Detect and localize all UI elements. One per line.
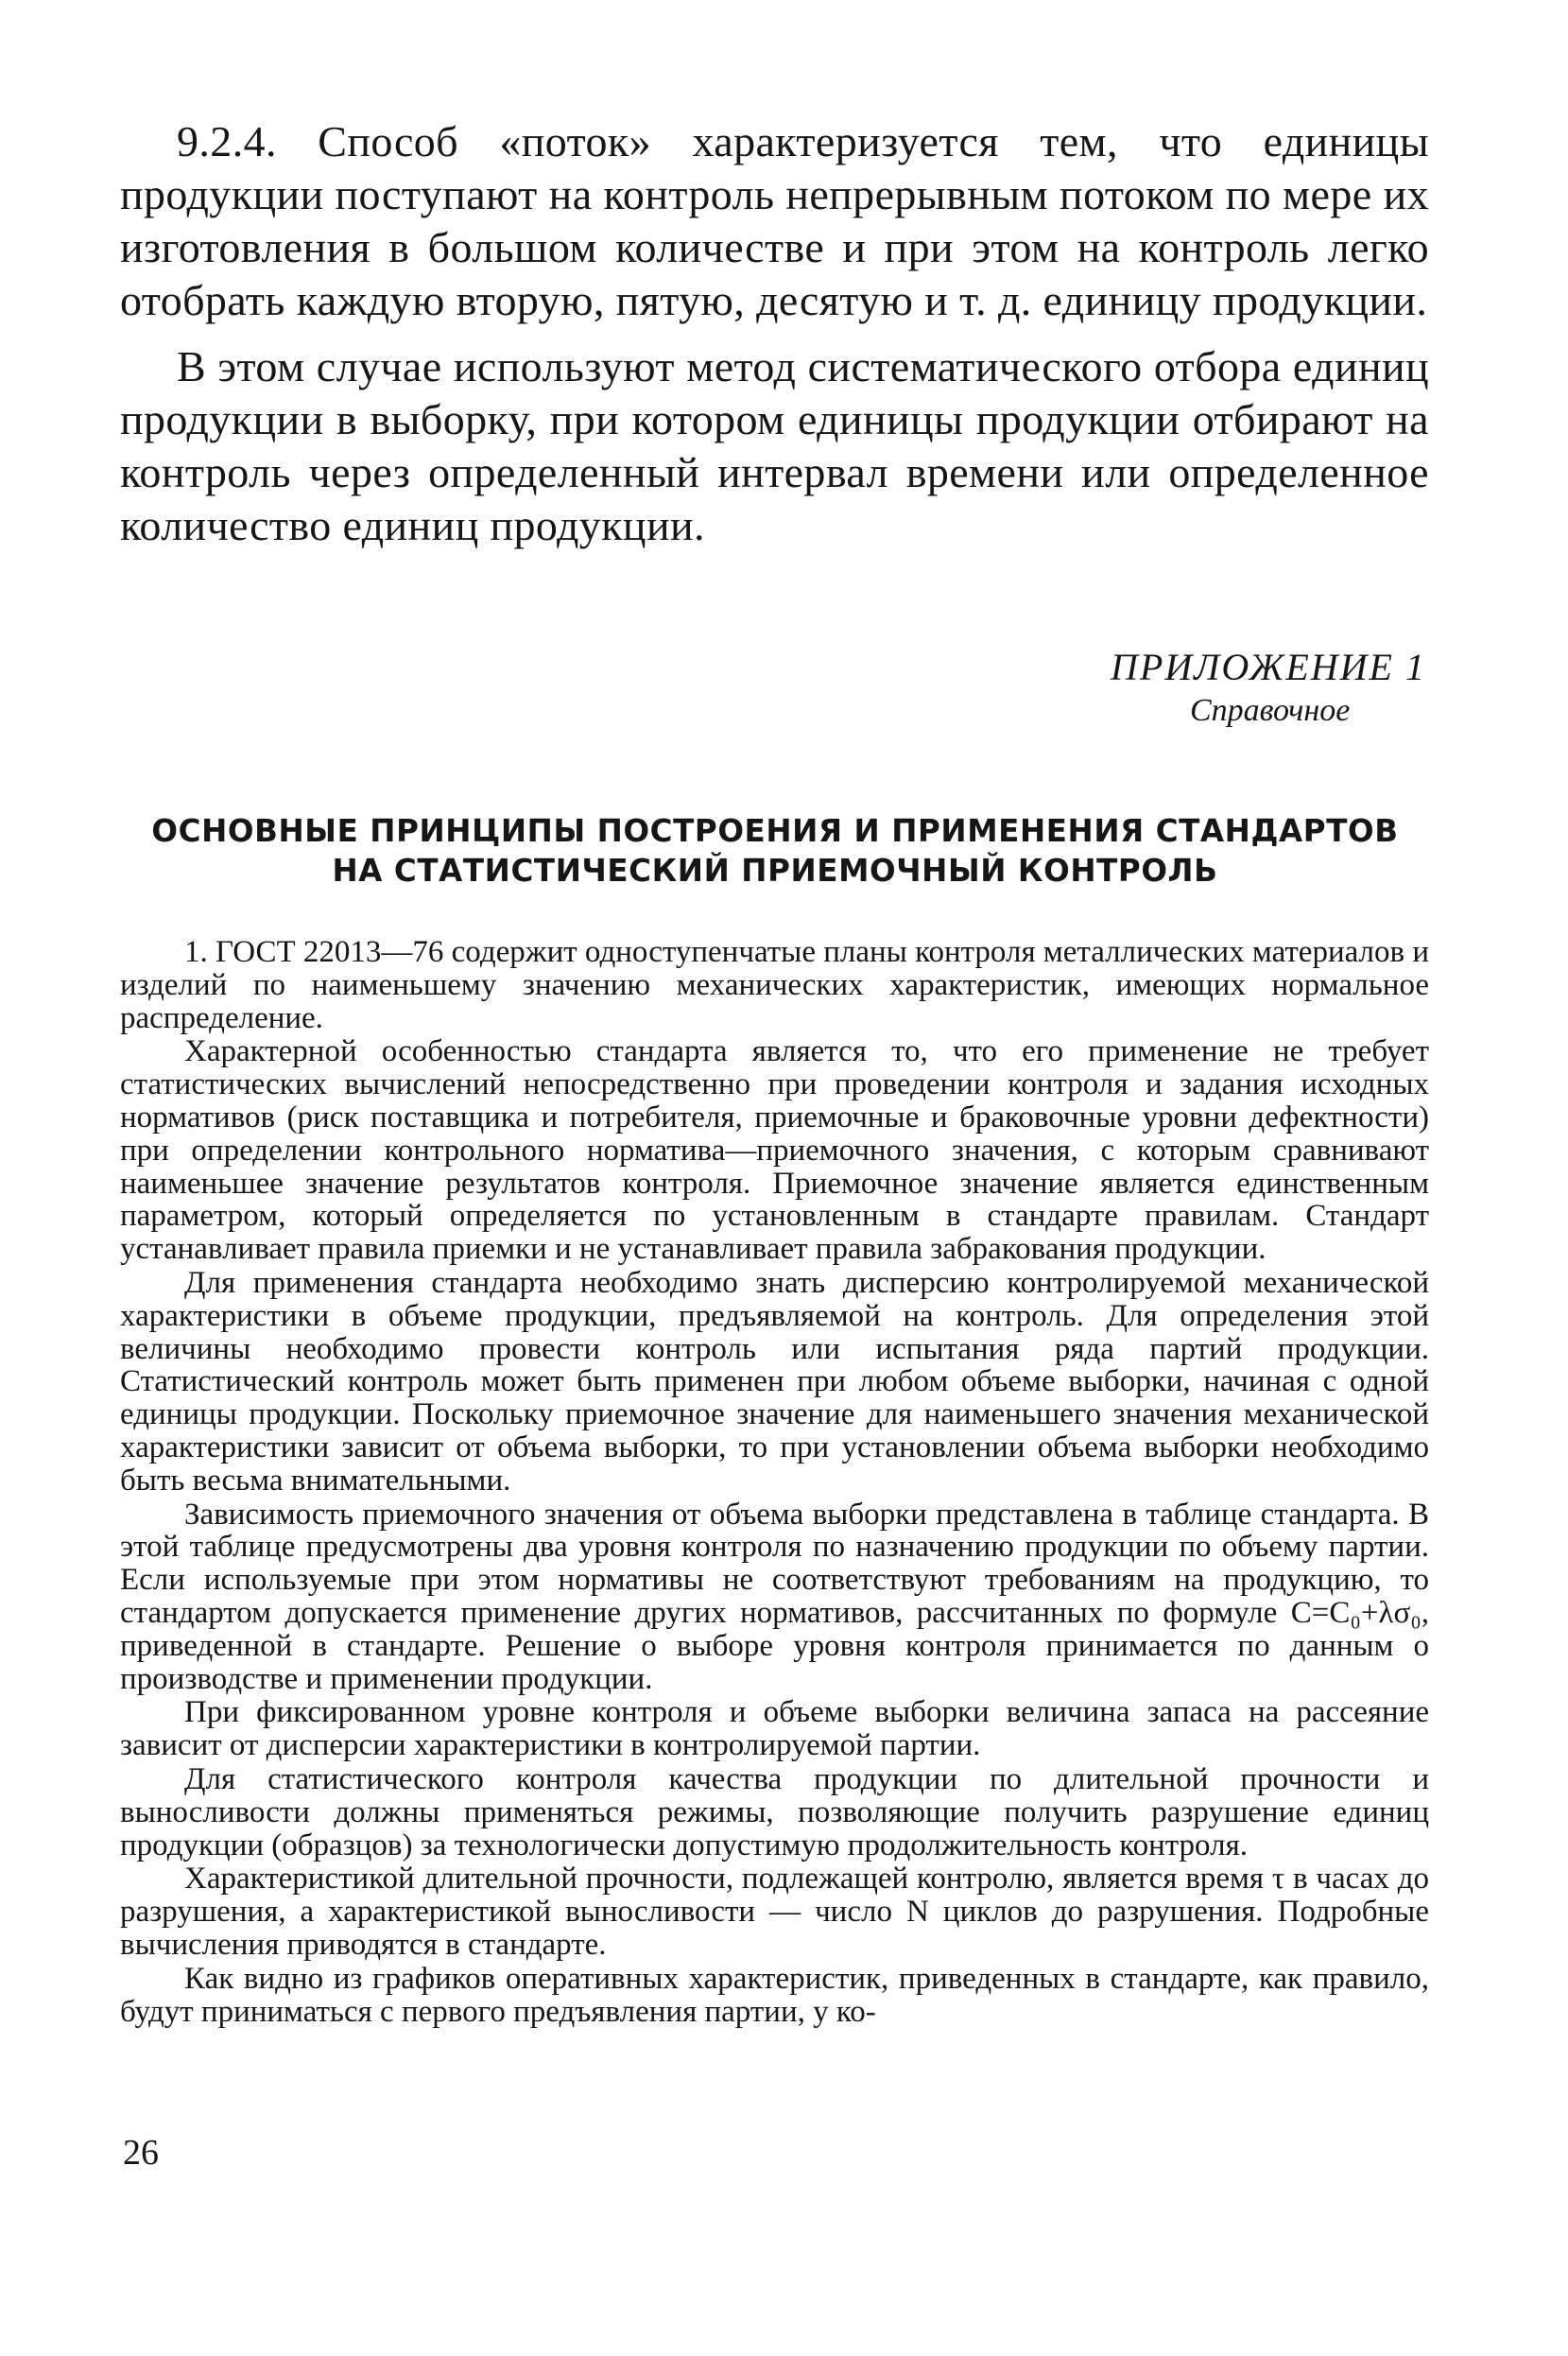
body-paragraph: 1. ГОСТ 22013—76 содержит одноступенчатые планы контроля металлических материалов и изделий по наименьшему значению механических характеристик, имеющих нормальное распределение. — [120, 935, 1430, 1035]
body-paragraph: Характеристикой длительной прочности, подлежащей контролю, является время τ в часах до разрушения, а характеристикой выносливости — число N циклов до разрушения. Подробные вычисления приводятся в стандарте. — [120, 1862, 1429, 1962]
appendix-heading: ОСНОВНЫЕ ПРИНЦИПЫ ПОСТРОЕНИЯ И ПРИМЕНЕНИЯ СТАНДАРТОВ НА СТАТИСТИЧЕСКИЙ ПРИЕМОЧНЫЙ КОНТРОЛЬ — [151, 813, 1399, 889]
body-paragraph: Зависимость приемочного значения от объема выборки представлена в таблице стандарта. В этой таблице предусмотрены два уровня контроля по назначению продукции по объему партии. Если используемые при этом нормативы не соответствуют требованиям на продукцию, то стандартом допускается применение других нормативов, рассчитанных по формуле C=C₀+λσ₀, приведенной в стандарте. Решение о выборе уровня контроля принимается по данным о производстве и применении продукции. — [120, 1497, 1429, 1696]
body-paragraph: Для статистического контроля качества продукции по длительной прочности и выносливости должны применяться режимы, позволяющие получить разрушение единиц продукции (образцов) за технологически допустимую продолжительность контроля. — [120, 1761, 1429, 1862]
body-paragraph: Как видно из графиков оперативных характеристик, приведенных в стандарте, как правило, будут приниматься с первого предъявления партии, у ко- — [120, 1961, 1429, 2029]
body-paragraph: Характерной особенностью стандарта является то, что его применение не требует статистических вычислений непосредственно при проведении контроля и задания исходных нормативов (риск поставщика и потребителя, приемочные и браковочные уровни дефектности) при определении контрольного норматива—приемочного значения, с которым сравнивают наименьшее значение результатов контроля. Приемочное значение является единственным параметром, который определяется по установленным в стандарте правилам. Стандарт устанавливает правила приемки и не устанавливает правила забракования продукции. — [120, 1034, 1429, 1267]
paragraph-systematic-sampling: В этом случае используют метод систематического отбора единиц продукции в выборку, при котором единицы продукции отбирают на контроль через определенный интервал времени или определенное количество единиц продукции. — [120, 342, 1429, 549]
appendix-sublabel: Справочное — [1190, 693, 1351, 728]
appendix-label: ПРИЛОЖЕНИЕ 1 — [1111, 646, 1426, 688]
body-paragraph: При фиксированном уровне контроля и объеме выборки величина запаса на рассеяние зависит от дисперсии характеристики в контролируемой партии. — [120, 1695, 1429, 1763]
page-number: 26 — [123, 2133, 159, 2173]
appendix-body — [120, 936, 1429, 2029]
section-9-2-4 — [120, 115, 1429, 565]
body-paragraph: Для применения стандарта необходимо знать дисперсию контролируемой механической характеристики в объеме продукции, предъявляемой на контроль. Для определения этой величины необходимо провести контроль или испытания ряда партий продукции. Статистический контроль может быть применен при любом объеме выборки, начиная с одной единицы продукции. Поскольку приемочное значение для наименьшего значения механической характеристики зависит от объема выборки, то при установлении объема выборки необходимо быть весьма внимательными. — [120, 1265, 1429, 1498]
paragraph-flow-method: 9.2.4. Способ «поток» характеризуется тем, что единицы продукции поступают на контроль непрерывным потоком по мере их изготовления в большом количестве и при этом на контроль легко отобрать каждую вторую, пятую, десятую и т. д. единицу продукции. — [120, 117, 1429, 324]
appendix-label-block — [1048, 645, 1426, 732]
